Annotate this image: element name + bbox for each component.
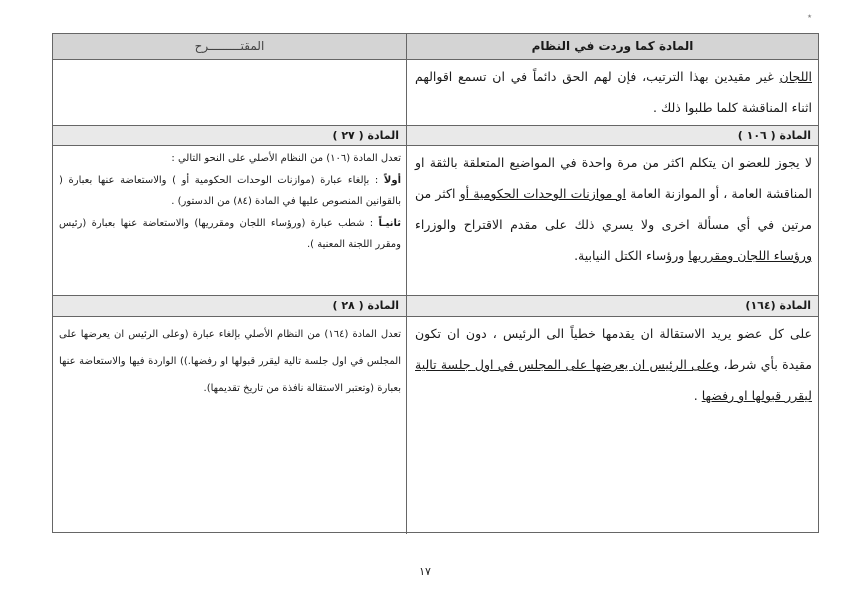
- clause-second-label: ثانيـاً: [378, 217, 401, 229]
- text-run: غير مقيدين بهذا الترتيب، فإن لهم الحق دائماً في ان تسمع اقوالهم اثناء المناقشة كلما طلبوا ذلك .: [415, 69, 812, 115]
- underlined-phrase: اللجان: [779, 69, 812, 84]
- article-28-label: المادة ( ٢٨ ): [53, 296, 406, 317]
- corner-mark: ٭: [807, 12, 812, 22]
- article-164-text: [406, 317, 818, 534]
- row1-proposal-empty: [53, 60, 406, 126]
- article-164-label: المادة (١٦٤): [406, 296, 818, 317]
- article-28-text: تعدل المادة (١٦٤) من النظام الأصلي بإلغاء عبارة (وعلى الرئيس ان يعرضها على المجلس في اول جلسة تالية ليقرر قبولها او رفضها.)) الواردة فيها والاستعاضة عنها بعبارة (وتعتبر الاستقالة نافذة من تاريخ تقديمها).: [59, 329, 401, 394]
- article-27-text: [53, 146, 406, 296]
- text-run: اكثر من مرتين في أي مسألة اخرى ولا يسري ذلك على مقدم الاقتراح والوزراء: [415, 186, 812, 232]
- underlined-phrase: وعلى الرئيس ان يعرضها على المجلس في اول جلسة تالية ليقرر قبولها او رفضها: [415, 357, 812, 403]
- amendment-intro: تعدل المادة (١٠٦) من النظام الأصلي على النحو التالي :: [171, 153, 401, 164]
- underlined-phrase: او موازنات الوحدات الحكومية أو: [459, 186, 627, 201]
- text-run: لا يجوز للعضو ان يتكلم اكثر من مرة واحدة في المواضيع المتعلقة بالثقة او المناقشة العامة ، أو الموازنة العامة: [415, 155, 812, 201]
- header-original-text: المادة كما وردت في النظام: [406, 34, 818, 60]
- page-number: ١٧: [419, 565, 431, 578]
- article-106-text: [406, 146, 818, 296]
- article-106-label: المادة ( ١٠٦ ): [406, 126, 818, 146]
- text-run: على كل عضو يريد الاستقالة ان يقدمها خطياً الى الرئيس ، دون ان تكون مقيدة بأي شرط،: [415, 326, 812, 372]
- row1-original-text: [406, 60, 818, 126]
- text-run: ورؤساء الكتل النيابية.: [574, 248, 689, 263]
- clause-first-text: : بإلغاء عبارة (موازنات الوحدات الحكومية أو ) والاستعاضة عنها بعبارة ( بالقوانين المنصوص عليها في المادة (٨٤) من الدستور) .: [59, 174, 401, 207]
- header-proposal: المقتـــــــــرح: [53, 34, 406, 60]
- clause-first-label: أولاً: [383, 174, 401, 186]
- article-27-label: المادة ( ٢٧ ): [53, 126, 406, 146]
- underlined-phrase: ورؤساء اللجان ومقرريها: [688, 248, 812, 263]
- clause-second-text: : شطب عبارة (ورؤساء اللجان ومقرريها) والاستعاضة عنها بعبارة (رئيس ومقرر اللجنة المعنية ).: [59, 217, 401, 250]
- comparison-table: [52, 33, 819, 533]
- text-run: .: [693, 388, 702, 403]
